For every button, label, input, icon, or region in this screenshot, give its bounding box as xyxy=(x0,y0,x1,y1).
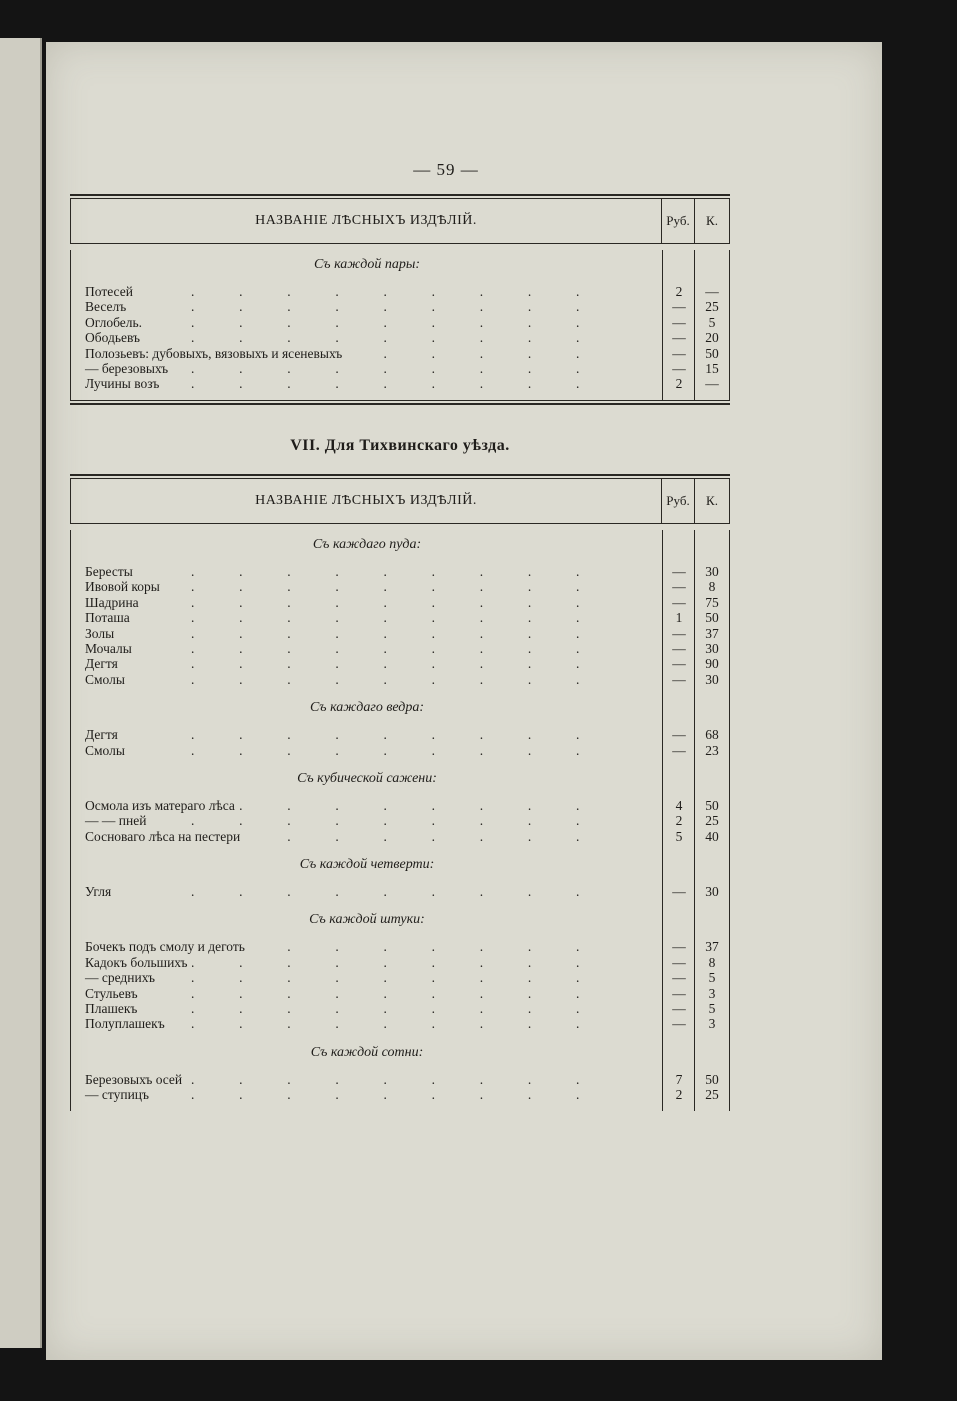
item-name xyxy=(71,813,663,828)
price-rub: — xyxy=(672,360,686,376)
item-name-text: Полуплашекъ xyxy=(85,1016,169,1031)
price-kop: 15 xyxy=(705,360,719,376)
header-kop: К. xyxy=(694,479,729,523)
section-title: Съ каждаго пуда: xyxy=(312,537,422,552)
item-name-text: — — пней xyxy=(85,813,150,828)
item-name xyxy=(71,939,663,954)
item-name-text: Полозьевъ: дубовыхъ, вязовыхъ и ясеневыхъ xyxy=(85,346,346,361)
table-row xyxy=(71,284,729,299)
price-kop: 50 xyxy=(705,610,719,626)
item-name-text: Смолы xyxy=(85,743,129,758)
price-kop: 40 xyxy=(705,828,719,844)
item-name xyxy=(71,315,663,330)
price-kop: — xyxy=(705,284,719,299)
item-name-text: Потесей xyxy=(85,284,137,299)
price-rub: — xyxy=(672,594,686,610)
section-title: Съ каждой четверти: xyxy=(299,857,435,873)
item-name-text: Угля xyxy=(85,884,115,899)
price-rub: — xyxy=(672,985,686,1001)
table-row xyxy=(71,970,729,985)
table-row xyxy=(71,641,729,656)
price-kop: 68 xyxy=(705,727,719,743)
price-rub: 1 xyxy=(675,610,683,626)
price-kop: 23 xyxy=(705,742,719,758)
price-kop: 25 xyxy=(705,299,719,315)
price-kop: 25 xyxy=(705,813,719,829)
table-bottom-padding xyxy=(71,392,729,400)
price-kop: 8 xyxy=(708,579,716,595)
item-name-text: — ступицъ xyxy=(85,1087,153,1102)
price-kop: 30 xyxy=(705,671,719,687)
item-name xyxy=(71,330,663,345)
table-row xyxy=(71,346,729,361)
table-row xyxy=(71,1016,729,1031)
item-name xyxy=(71,1016,663,1031)
item-name xyxy=(71,564,663,579)
item-name xyxy=(71,626,663,641)
price-rub: — xyxy=(672,640,686,656)
price-rub: — xyxy=(672,299,686,315)
price-rub: — xyxy=(672,345,686,361)
price-rub: — xyxy=(672,625,686,641)
price-kop: 50 xyxy=(705,345,719,361)
price-kop: 50 xyxy=(705,797,719,813)
item-name xyxy=(71,829,663,844)
price-kop: 3 xyxy=(708,985,716,1001)
price-kop: 20 xyxy=(705,330,719,346)
price-rub: — xyxy=(672,671,686,687)
item-name xyxy=(71,727,663,742)
item-name-text: Кадокъ большихъ xyxy=(85,955,192,970)
table-row xyxy=(71,656,729,671)
price-kop: 37 xyxy=(705,625,719,641)
price-kop: 8 xyxy=(708,954,716,970)
section-title: Съ каждой сотни: xyxy=(310,1044,424,1060)
item-name xyxy=(71,641,663,656)
document-page xyxy=(46,42,882,1360)
price-rub: — xyxy=(672,1016,686,1032)
table-row xyxy=(71,376,729,391)
item-name-text: Оглобель. xyxy=(85,315,146,330)
table-row xyxy=(71,595,729,610)
price-rub: — xyxy=(672,884,686,900)
price-kop: 37 xyxy=(705,939,719,955)
price-kop: 25 xyxy=(705,1087,719,1103)
table-row xyxy=(71,672,729,687)
price-table-2 xyxy=(70,474,730,1111)
item-name-text: Золы xyxy=(85,626,118,641)
price-rub: — xyxy=(672,1001,686,1017)
table-bottom-rule xyxy=(70,400,730,405)
price-rub: — xyxy=(672,330,686,346)
table-row xyxy=(71,610,729,625)
price-kop: 90 xyxy=(705,656,719,672)
header-kop: К. xyxy=(694,199,729,243)
item-name xyxy=(71,884,663,899)
price-rub: — xyxy=(672,939,686,955)
item-name xyxy=(71,1072,663,1087)
table-row xyxy=(71,1001,729,1016)
table-body xyxy=(70,250,730,400)
item-name-text: Смолы xyxy=(85,672,129,687)
table-row xyxy=(71,564,729,579)
table-row xyxy=(71,884,729,899)
item-name-text: Осмола изъ матераго лѣса xyxy=(85,798,239,813)
price-kop: — xyxy=(705,376,719,392)
item-name-text: Бочекъ подъ смолу и деготь xyxy=(85,939,249,954)
price-rub: — xyxy=(672,579,686,595)
price-rub: — xyxy=(672,954,686,970)
price-kop: 75 xyxy=(705,594,719,610)
price-kop: 3 xyxy=(708,1016,716,1032)
price-rub: 7 xyxy=(675,1071,683,1087)
section-title: Съ кубической сажени: xyxy=(297,770,437,786)
price-rub: 2 xyxy=(675,813,683,829)
price-rub: — xyxy=(672,656,686,672)
page-number: — 59 — xyxy=(413,160,479,179)
price-rub: — xyxy=(672,742,686,758)
price-rub: 2 xyxy=(675,1087,683,1103)
price-rub: 2 xyxy=(675,284,683,299)
table-row xyxy=(71,986,729,1001)
table-row xyxy=(71,727,729,742)
item-name xyxy=(71,579,663,594)
item-name xyxy=(71,970,663,985)
table-row xyxy=(71,361,729,376)
item-name-text: Мочалы xyxy=(85,641,136,656)
table-header xyxy=(70,199,730,244)
price-kop: 5 xyxy=(708,970,716,986)
table-row xyxy=(71,813,729,828)
item-name-text: Дегтя xyxy=(85,656,122,671)
table-row xyxy=(71,955,729,970)
price-rub: — xyxy=(672,314,686,330)
table-row xyxy=(71,579,729,594)
table-bottom-padding xyxy=(71,1103,729,1111)
header-rub: Руб. xyxy=(661,479,694,523)
item-name xyxy=(71,595,663,610)
price-kop: 30 xyxy=(705,564,719,579)
price-kop: 30 xyxy=(705,640,719,656)
item-name-text: Веселъ xyxy=(85,299,130,314)
item-name-text: Лучины возъ xyxy=(85,376,163,391)
item-name xyxy=(71,986,663,1001)
price-rub: — xyxy=(672,727,686,743)
price-kop: 30 xyxy=(705,884,719,900)
item-name xyxy=(71,284,663,299)
price-rub: 2 xyxy=(675,376,683,392)
item-name xyxy=(71,672,663,687)
price-rub: 5 xyxy=(675,828,683,844)
item-name-text: Шадрина xyxy=(85,595,143,610)
item-name xyxy=(71,346,663,361)
item-name xyxy=(71,798,663,813)
item-name-text: Бересты xyxy=(85,564,137,579)
table-body xyxy=(70,530,730,1111)
item-name xyxy=(71,299,663,314)
price-rub: 4 xyxy=(675,797,683,813)
header-name: НАЗВАНІЕ ЛѢСНЫХЪ ИЗДѢЛІЙ. xyxy=(255,213,477,228)
table-row xyxy=(71,743,729,758)
item-name xyxy=(71,610,663,625)
item-name xyxy=(71,955,663,970)
price-rub: — xyxy=(672,970,686,986)
item-name xyxy=(71,1001,663,1016)
section-title: Съ каждаго ведра: xyxy=(309,700,425,716)
item-name-text: Дегтя xyxy=(85,727,122,742)
item-name-text: Стульевъ xyxy=(85,986,142,1001)
item-name xyxy=(71,361,663,376)
table-row xyxy=(71,798,729,813)
price-kop: 5 xyxy=(708,1001,716,1017)
price-table-1 xyxy=(70,194,730,405)
table-row xyxy=(71,829,729,844)
table-row xyxy=(71,626,729,641)
header-rub: Руб. xyxy=(661,199,694,243)
item-name-text: Поташа xyxy=(85,610,134,625)
item-name xyxy=(71,743,663,758)
price-kop: 5 xyxy=(708,314,716,330)
item-name-text: Березовыхъ осей xyxy=(85,1072,186,1087)
price-rub: — xyxy=(672,564,686,579)
item-name-text: Плашекъ xyxy=(85,1001,141,1016)
table-row xyxy=(71,1087,729,1102)
item-name xyxy=(71,656,663,671)
item-name-text: — березовыхъ xyxy=(85,361,172,376)
table-header xyxy=(70,479,730,524)
section-title: Съ каждой штуки: xyxy=(309,912,425,928)
section-title: Съ каждой пары: xyxy=(313,257,421,272)
item-name xyxy=(71,376,663,391)
header-name: НАЗВАНІЕ ЛѢСНЫХЪ ИЗДѢЛІЙ. xyxy=(255,493,477,508)
table-row xyxy=(71,299,729,314)
table-row xyxy=(71,315,729,330)
left-page-edge xyxy=(0,38,42,1348)
table-row xyxy=(71,1072,729,1087)
item-name-text: Сосноваго лѣса на пестери xyxy=(85,829,244,844)
item-name-text: Ободьевъ xyxy=(85,330,144,345)
price-kop: 50 xyxy=(705,1071,719,1087)
item-name-text: Ивовой коры xyxy=(85,579,164,594)
table-row xyxy=(71,939,729,954)
item-name-text: — среднихъ xyxy=(85,970,159,985)
item-name xyxy=(71,1087,663,1102)
table-row xyxy=(71,330,729,345)
district-title: VII. Для Тихвинскаго уѣзда. xyxy=(290,437,510,454)
